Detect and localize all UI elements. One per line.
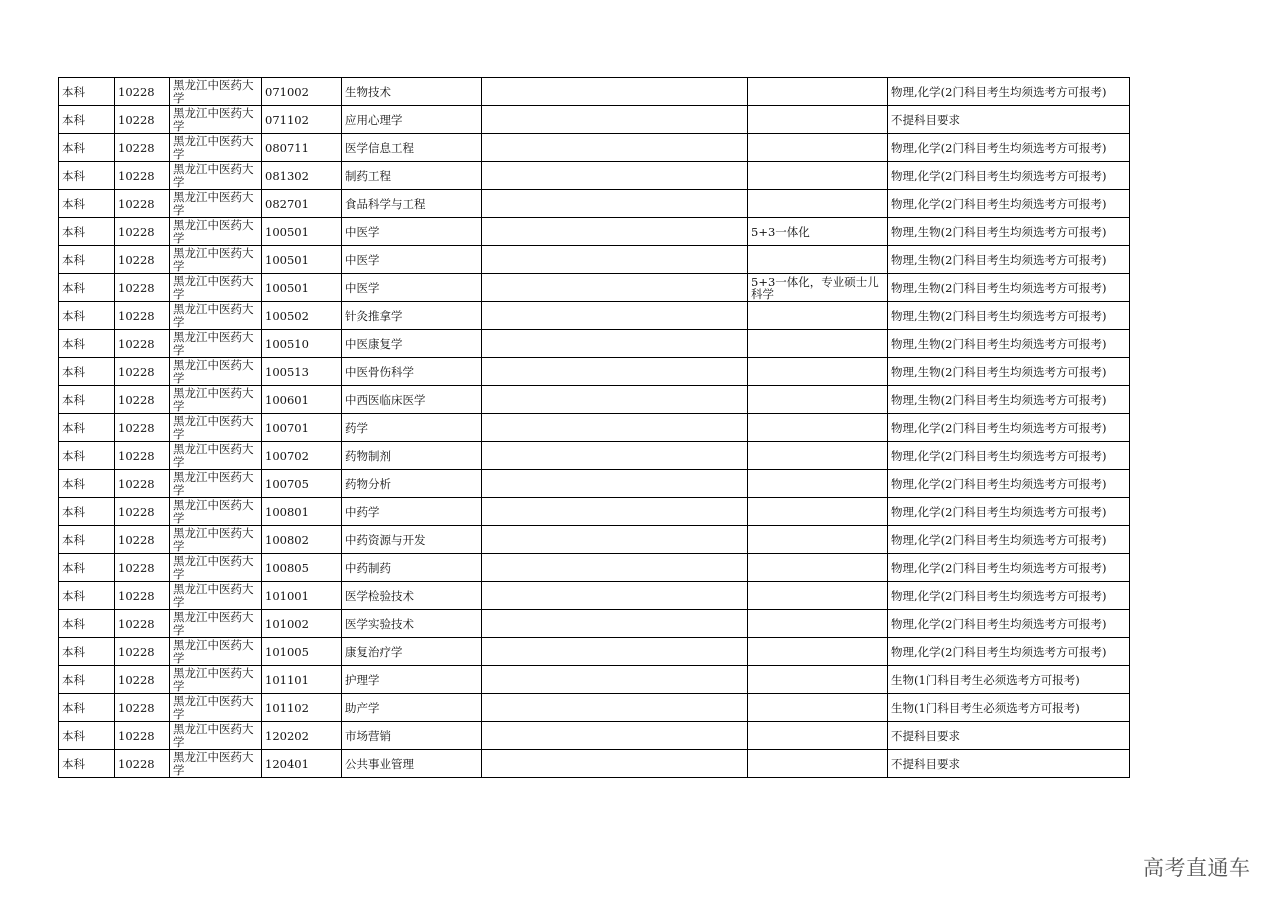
cell-school-code: 10228 bbox=[115, 498, 170, 526]
cell-major-code: 101001 bbox=[262, 582, 342, 610]
cell-school-code: 10228 bbox=[115, 246, 170, 274]
cell-school-code: 10228 bbox=[115, 442, 170, 470]
table-row bbox=[59, 218, 1130, 246]
cell-subject-requirement: 生物(1门科目考生必须选考方可报考) bbox=[888, 666, 1130, 694]
subject-requirements-table bbox=[58, 77, 1130, 778]
cell-school-code: 10228 bbox=[115, 694, 170, 722]
cell-blank bbox=[482, 526, 748, 554]
cell-note bbox=[748, 526, 888, 554]
cell-major-code: 101005 bbox=[262, 638, 342, 666]
table-row bbox=[59, 610, 1130, 638]
cell-major-name: 药物分析 bbox=[342, 470, 482, 498]
cell-school-code: 10228 bbox=[115, 526, 170, 554]
table-row bbox=[59, 162, 1130, 190]
cell-level: 本科 bbox=[59, 610, 115, 638]
cell-school-name: 黑龙江中医药大学 bbox=[170, 554, 262, 582]
cell-level: 本科 bbox=[59, 274, 115, 302]
cell-school-name: 黑龙江中医药大学 bbox=[170, 330, 262, 358]
cell-school-code: 10228 bbox=[115, 358, 170, 386]
cell-major-name: 中药学 bbox=[342, 498, 482, 526]
cell-major-name: 应用心理学 bbox=[342, 106, 482, 134]
cell-major-code: 100502 bbox=[262, 302, 342, 330]
cell-major-name: 中医学 bbox=[342, 218, 482, 246]
cell-major-name: 中医学 bbox=[342, 274, 482, 302]
table-row bbox=[59, 274, 1130, 302]
cell-blank bbox=[482, 722, 748, 750]
cell-blank bbox=[482, 78, 748, 106]
cell-major-name: 中医骨伤科学 bbox=[342, 358, 482, 386]
cell-blank bbox=[482, 694, 748, 722]
cell-level: 本科 bbox=[59, 750, 115, 778]
cell-school-code: 10228 bbox=[115, 106, 170, 134]
table-row bbox=[59, 190, 1130, 218]
cell-major-code: 100510 bbox=[262, 330, 342, 358]
table-row bbox=[59, 694, 1130, 722]
cell-subject-requirement: 物理,化学(2门科目考生均须选考方可报考) bbox=[888, 638, 1130, 666]
cell-major-code: 081302 bbox=[262, 162, 342, 190]
cell-major-code: 100513 bbox=[262, 358, 342, 386]
cell-note bbox=[748, 414, 888, 442]
table-body bbox=[59, 78, 1130, 778]
table-row bbox=[59, 302, 1130, 330]
cell-note bbox=[748, 582, 888, 610]
table-row bbox=[59, 750, 1130, 778]
cell-school-code: 10228 bbox=[115, 330, 170, 358]
cell-blank bbox=[482, 414, 748, 442]
cell-level: 本科 bbox=[59, 106, 115, 134]
cell-note bbox=[748, 190, 888, 218]
cell-major-name: 护理学 bbox=[342, 666, 482, 694]
cell-level: 本科 bbox=[59, 190, 115, 218]
cell-subject-requirement: 物理,化学(2门科目考生均须选考方可报考) bbox=[888, 470, 1130, 498]
cell-note bbox=[748, 442, 888, 470]
cell-major-code: 100601 bbox=[262, 386, 342, 414]
cell-school-code: 10228 bbox=[115, 414, 170, 442]
table-row bbox=[59, 498, 1130, 526]
cell-school-name: 黑龙江中医药大学 bbox=[170, 78, 262, 106]
cell-note bbox=[748, 722, 888, 750]
cell-major-code: 100701 bbox=[262, 414, 342, 442]
cell-note bbox=[748, 78, 888, 106]
cell-school-code: 10228 bbox=[115, 302, 170, 330]
table-row bbox=[59, 386, 1130, 414]
cell-blank bbox=[482, 582, 748, 610]
cell-subject-requirement: 物理,化学(2门科目考生均须选考方可报考) bbox=[888, 582, 1130, 610]
cell-level: 本科 bbox=[59, 330, 115, 358]
cell-note bbox=[748, 358, 888, 386]
cell-major-code: 100501 bbox=[262, 246, 342, 274]
cell-school-code: 10228 bbox=[115, 554, 170, 582]
cell-major-code: 120401 bbox=[262, 750, 342, 778]
cell-school-name: 黑龙江中医药大学 bbox=[170, 470, 262, 498]
cell-level: 本科 bbox=[59, 162, 115, 190]
cell-major-code: 082701 bbox=[262, 190, 342, 218]
cell-blank bbox=[482, 498, 748, 526]
cell-major-name: 中药制药 bbox=[342, 554, 482, 582]
cell-subject-requirement: 物理,化学(2门科目考生均须选考方可报考) bbox=[888, 498, 1130, 526]
cell-school-code: 10228 bbox=[115, 134, 170, 162]
cell-major-name: 食品科学与工程 bbox=[342, 190, 482, 218]
cell-blank bbox=[482, 386, 748, 414]
cell-school-code: 10228 bbox=[115, 722, 170, 750]
table-row bbox=[59, 78, 1130, 106]
cell-school-name: 黑龙江中医药大学 bbox=[170, 638, 262, 666]
cell-note bbox=[748, 162, 888, 190]
table-row bbox=[59, 442, 1130, 470]
watermark-text: 高考直通车 bbox=[1143, 856, 1251, 880]
cell-major-code: 071102 bbox=[262, 106, 342, 134]
cell-blank bbox=[482, 162, 748, 190]
cell-school-name: 黑龙江中医药大学 bbox=[170, 610, 262, 638]
cell-level: 本科 bbox=[59, 302, 115, 330]
cell-major-name: 针灸推拿学 bbox=[342, 302, 482, 330]
cell-blank bbox=[482, 274, 748, 302]
cell-level: 本科 bbox=[59, 722, 115, 750]
cell-blank bbox=[482, 610, 748, 638]
cell-subject-requirement: 物理,生物(2门科目考生均须选考方可报考) bbox=[888, 358, 1130, 386]
cell-level: 本科 bbox=[59, 386, 115, 414]
cell-school-name: 黑龙江中医药大学 bbox=[170, 694, 262, 722]
cell-school-code: 10228 bbox=[115, 386, 170, 414]
cell-major-name: 康复治疗学 bbox=[342, 638, 482, 666]
cell-school-name: 黑龙江中医药大学 bbox=[170, 302, 262, 330]
cell-note bbox=[748, 106, 888, 134]
cell-school-code: 10228 bbox=[115, 582, 170, 610]
cell-school-name: 黑龙江中医药大学 bbox=[170, 190, 262, 218]
cell-major-name: 药物制剂 bbox=[342, 442, 482, 470]
cell-level: 本科 bbox=[59, 134, 115, 162]
cell-level: 本科 bbox=[59, 414, 115, 442]
cell-major-code: 101102 bbox=[262, 694, 342, 722]
cell-school-name: 黑龙江中医药大学 bbox=[170, 246, 262, 274]
cell-note bbox=[748, 470, 888, 498]
cell-major-code: 100501 bbox=[262, 274, 342, 302]
cell-note: 5+3一体化 bbox=[748, 218, 888, 246]
cell-note bbox=[748, 302, 888, 330]
table-row bbox=[59, 470, 1130, 498]
cell-major-code: 071002 bbox=[262, 78, 342, 106]
cell-major-code: 080711 bbox=[262, 134, 342, 162]
cell-major-name: 中医康复学 bbox=[342, 330, 482, 358]
cell-school-name: 黑龙江中医药大学 bbox=[170, 750, 262, 778]
cell-subject-requirement: 物理,生物(2门科目考生均须选考方可报考) bbox=[888, 246, 1130, 274]
cell-subject-requirement: 物理,生物(2门科目考生均须选考方可报考) bbox=[888, 218, 1130, 246]
cell-subject-requirement: 物理,化学(2门科目考生均须选考方可报考) bbox=[888, 442, 1130, 470]
cell-major-code: 100702 bbox=[262, 442, 342, 470]
cell-school-code: 10228 bbox=[115, 666, 170, 694]
cell-blank bbox=[482, 666, 748, 694]
cell-major-name: 制药工程 bbox=[342, 162, 482, 190]
cell-school-name: 黑龙江中医药大学 bbox=[170, 442, 262, 470]
cell-level: 本科 bbox=[59, 638, 115, 666]
cell-blank bbox=[482, 302, 748, 330]
cell-level: 本科 bbox=[59, 246, 115, 274]
cell-school-name: 黑龙江中医药大学 bbox=[170, 106, 262, 134]
cell-school-code: 10228 bbox=[115, 162, 170, 190]
cell-major-code: 100805 bbox=[262, 554, 342, 582]
cell-school-code: 10228 bbox=[115, 218, 170, 246]
cell-level: 本科 bbox=[59, 78, 115, 106]
cell-major-name: 生物技术 bbox=[342, 78, 482, 106]
cell-subject-requirement: 物理,化学(2门科目考生均须选考方可报考) bbox=[888, 526, 1130, 554]
cell-school-code: 10228 bbox=[115, 470, 170, 498]
table-row bbox=[59, 526, 1130, 554]
cell-school-name: 黑龙江中医药大学 bbox=[170, 414, 262, 442]
cell-major-name: 中药资源与开发 bbox=[342, 526, 482, 554]
table-row bbox=[59, 330, 1130, 358]
cell-major-code: 101101 bbox=[262, 666, 342, 694]
cell-subject-requirement: 生物(1门科目考生必须选考方可报考) bbox=[888, 694, 1130, 722]
cell-school-name: 黑龙江中医药大学 bbox=[170, 526, 262, 554]
cell-note bbox=[748, 638, 888, 666]
cell-subject-requirement: 物理,生物(2门科目考生均须选考方可报考) bbox=[888, 302, 1130, 330]
cell-major-name: 中医学 bbox=[342, 246, 482, 274]
table-row bbox=[59, 722, 1130, 750]
cell-note bbox=[748, 666, 888, 694]
cell-level: 本科 bbox=[59, 358, 115, 386]
cell-major-name: 药学 bbox=[342, 414, 482, 442]
cell-subject-requirement: 物理,化学(2门科目考生均须选考方可报考) bbox=[888, 414, 1130, 442]
cell-level: 本科 bbox=[59, 498, 115, 526]
cell-subject-requirement: 物理,生物(2门科目考生均须选考方可报考) bbox=[888, 330, 1130, 358]
cell-school-name: 黑龙江中医药大学 bbox=[170, 582, 262, 610]
cell-level: 本科 bbox=[59, 526, 115, 554]
cell-level: 本科 bbox=[59, 470, 115, 498]
cell-subject-requirement: 物理,生物(2门科目考生均须选考方可报考) bbox=[888, 386, 1130, 414]
cell-major-code: 100801 bbox=[262, 498, 342, 526]
cell-major-code: 100705 bbox=[262, 470, 342, 498]
cell-major-name: 助产学 bbox=[342, 694, 482, 722]
cell-blank bbox=[482, 330, 748, 358]
cell-school-code: 10228 bbox=[115, 610, 170, 638]
cell-subject-requirement: 不提科目要求 bbox=[888, 722, 1130, 750]
cell-subject-requirement: 物理,化学(2门科目考生均须选考方可报考) bbox=[888, 610, 1130, 638]
cell-major-name: 医学实验技术 bbox=[342, 610, 482, 638]
cell-school-name: 黑龙江中医药大学 bbox=[170, 274, 262, 302]
cell-level: 本科 bbox=[59, 442, 115, 470]
cell-note bbox=[748, 694, 888, 722]
cell-major-name: 市场营销 bbox=[342, 722, 482, 750]
cell-note bbox=[748, 498, 888, 526]
cell-school-name: 黑龙江中医药大学 bbox=[170, 386, 262, 414]
table-row bbox=[59, 358, 1130, 386]
cell-blank bbox=[482, 106, 748, 134]
cell-subject-requirement: 不提科目要求 bbox=[888, 106, 1130, 134]
cell-major-name: 公共事业管理 bbox=[342, 750, 482, 778]
table-row bbox=[59, 638, 1130, 666]
cell-school-code: 10228 bbox=[115, 750, 170, 778]
cell-school-name: 黑龙江中医药大学 bbox=[170, 162, 262, 190]
table-row bbox=[59, 414, 1130, 442]
cell-school-name: 黑龙江中医药大学 bbox=[170, 498, 262, 526]
cell-school-name: 黑龙江中医药大学 bbox=[170, 722, 262, 750]
cell-major-name: 医学信息工程 bbox=[342, 134, 482, 162]
cell-blank bbox=[482, 470, 748, 498]
cell-level: 本科 bbox=[59, 694, 115, 722]
cell-note bbox=[748, 246, 888, 274]
cell-school-code: 10228 bbox=[115, 274, 170, 302]
cell-level: 本科 bbox=[59, 554, 115, 582]
cell-subject-requirement: 物理,化学(2门科目考生均须选考方可报考) bbox=[888, 78, 1130, 106]
cell-blank bbox=[482, 554, 748, 582]
table-row bbox=[59, 246, 1130, 274]
cell-school-name: 黑龙江中医药大学 bbox=[170, 666, 262, 694]
cell-note bbox=[748, 330, 888, 358]
table-row bbox=[59, 134, 1130, 162]
cell-blank bbox=[482, 190, 748, 218]
cell-blank bbox=[482, 218, 748, 246]
cell-school-code: 10228 bbox=[115, 78, 170, 106]
cell-blank bbox=[482, 246, 748, 274]
table-row bbox=[59, 554, 1130, 582]
table-row bbox=[59, 106, 1130, 134]
cell-blank bbox=[482, 358, 748, 386]
cell-subject-requirement: 物理,化学(2门科目考生均须选考方可报考) bbox=[888, 190, 1130, 218]
cell-school-code: 10228 bbox=[115, 638, 170, 666]
cell-level: 本科 bbox=[59, 666, 115, 694]
cell-subject-requirement: 不提科目要求 bbox=[888, 750, 1130, 778]
cell-major-code: 120202 bbox=[262, 722, 342, 750]
cell-blank bbox=[482, 750, 748, 778]
cell-major-code: 101002 bbox=[262, 610, 342, 638]
cell-school-name: 黑龙江中医药大学 bbox=[170, 218, 262, 246]
cell-school-code: 10228 bbox=[115, 190, 170, 218]
cell-level: 本科 bbox=[59, 218, 115, 246]
cell-note bbox=[748, 750, 888, 778]
cell-subject-requirement: 物理,化学(2门科目考生均须选考方可报考) bbox=[888, 554, 1130, 582]
table-row bbox=[59, 582, 1130, 610]
cell-level: 本科 bbox=[59, 582, 115, 610]
cell-blank bbox=[482, 638, 748, 666]
cell-major-name: 中西医临床医学 bbox=[342, 386, 482, 414]
cell-school-name: 黑龙江中医药大学 bbox=[170, 358, 262, 386]
cell-subject-requirement: 物理,化学(2门科目考生均须选考方可报考) bbox=[888, 162, 1130, 190]
cell-note bbox=[748, 386, 888, 414]
cell-note bbox=[748, 610, 888, 638]
cell-major-name: 医学检验技术 bbox=[342, 582, 482, 610]
cell-blank bbox=[482, 442, 748, 470]
cell-note: 5+3一体化，专业硕士儿科学 bbox=[748, 274, 888, 302]
cell-subject-requirement: 物理,生物(2门科目考生均须选考方可报考) bbox=[888, 274, 1130, 302]
cell-note bbox=[748, 554, 888, 582]
cell-school-name: 黑龙江中医药大学 bbox=[170, 134, 262, 162]
cell-major-code: 100501 bbox=[262, 218, 342, 246]
cell-major-code: 100802 bbox=[262, 526, 342, 554]
table-row bbox=[59, 666, 1130, 694]
cell-subject-requirement: 物理,化学(2门科目考生均须选考方可报考) bbox=[888, 134, 1130, 162]
cell-note bbox=[748, 134, 888, 162]
cell-blank bbox=[482, 134, 748, 162]
